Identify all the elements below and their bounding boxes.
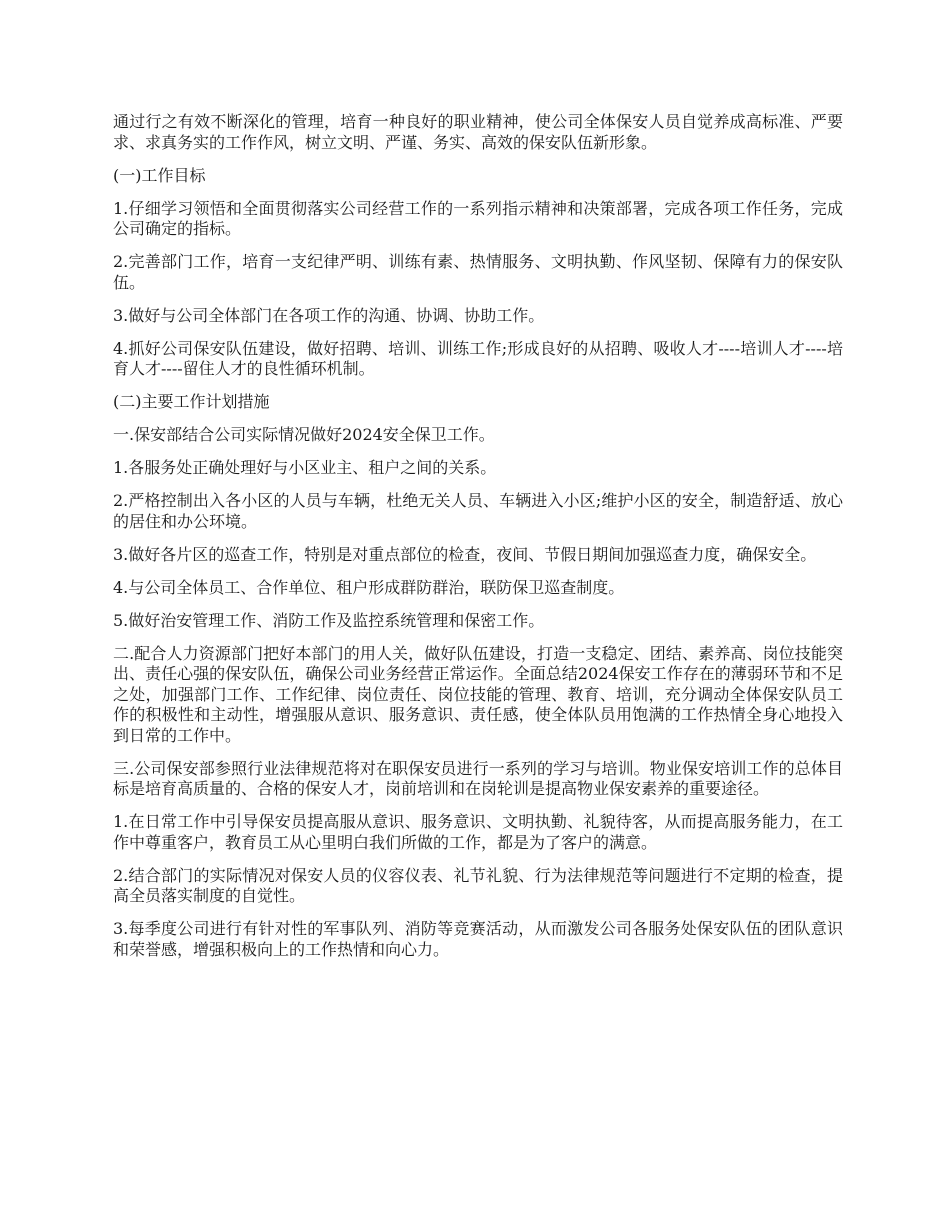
section-one-title: 一.保安部结合公司实际情况做好2024安全保卫工作。: [113, 425, 495, 444]
section-two-paragraph: 二.配合人力资源部门把好本部门的用人关，做好队伍建设，打造一支稳定、团结、素养高、岗位技能突出、责任心强的保安队伍，确保公司业务经营正常运作。全面总结2024保安工作存在的薄弱环节和不足之处，加强部门工作、工作纪律、岗位责任、岗位技能的管理、教育、培训，充分调动全体保安队员工作的积极性和主动性，增强服从意识、服务意识、责任感，使全体队员用饱满的工作热情全身心地投入到日常的工作中。: [113, 643, 843, 745]
section-one-item-2: 2.严格控制出入各小区的人员与车辆，杜绝无关人员、车辆进入小区;维护小区的安全，制造舒适、放心的居住和办公环境。: [113, 491, 843, 531]
goal-item-2: 2.完善部门工作，培育一支纪律严明、训练有素、热情服务、文明执勤、作风坚韧、保障有力的保安队伍。: [113, 252, 843, 292]
goal-item-3: 3.做好与公司全体部门在各项工作的沟通、协调、协助工作。: [113, 305, 545, 325]
section-one-item-1: 1.各服务处正确处理好与小区业主、租户之间的关系。: [113, 458, 497, 477]
section-three-paragraph: 三.公司保安部参照行业法律规范将对在职保安员进行一系列的学习与培训。物业保安培训工作的总体目标是培育高质量的、合格的保安人才，岗前培训和在岗轮训是提高物业保安素养的重要途径。: [113, 758, 843, 798]
section-one-item-3: 3.做好各片区的巡查工作，特别是对重点部位的检查，夜间、节假日期间加强巡查力度，确保安全。: [113, 544, 817, 564]
section-three-item-3: 3.每季度公司进行有针对性的军事队列、消防等竞赛活动，从而激发公司各服务处保安队伍的团队意识和荣誉感，增强积极向上的工作热情和向心力。: [113, 919, 843, 959]
document-body: [113, 112, 843, 973]
paragraph-intro: 通过行之有效不断深化的管理，培育一种良好的职业精神，使公司全体保安人员自觉养成高标准、严要求、求真务实的工作作风，树立文明、严谨、务实、高效的保安队伍新形象。: [113, 112, 843, 152]
section-one-item-4: 4.与公司全体员工、合作单位、租户形成群防群治，联防保卫巡查制度。: [113, 577, 625, 597]
goal-item-1: 1.仔细学习领悟和全面贯彻落实公司经营工作的一系列指示精神和决策部署，完成各项工作任务，完成公司确定的指标。: [113, 198, 843, 238]
section-one-item-5: 5.做好治安管理工作、消防工作及监控系统管理和保密工作。: [113, 610, 545, 630]
heading-work-goals: (一)工作目标: [113, 165, 206, 185]
section-three-item-1: 1.在日常工作中引导保安员提高服从意识、服务意识、文明执勤、礼貌待客，从而提高服务能力，在工作中尊重客户，教育员工从心里明白我们所做的工作，都是为了客户的满意。: [113, 812, 843, 852]
section-three-item-2: 2.结合部门的实际情况对保安人员的仪容仪表、礼节礼貌、行为法律规范等问题进行不定期的检查，提高全员落实制度的自觉性。: [113, 865, 843, 905]
goal-item-4: 4.抓好公司保安队伍建设，做好招聘、培训、训练工作;形成良好的从招聘、吸收人才----培训人才----培育人才----留住人才的良性循环机制。: [113, 338, 843, 378]
heading-main-measures: (二)主要工作计划措施: [113, 392, 270, 411]
